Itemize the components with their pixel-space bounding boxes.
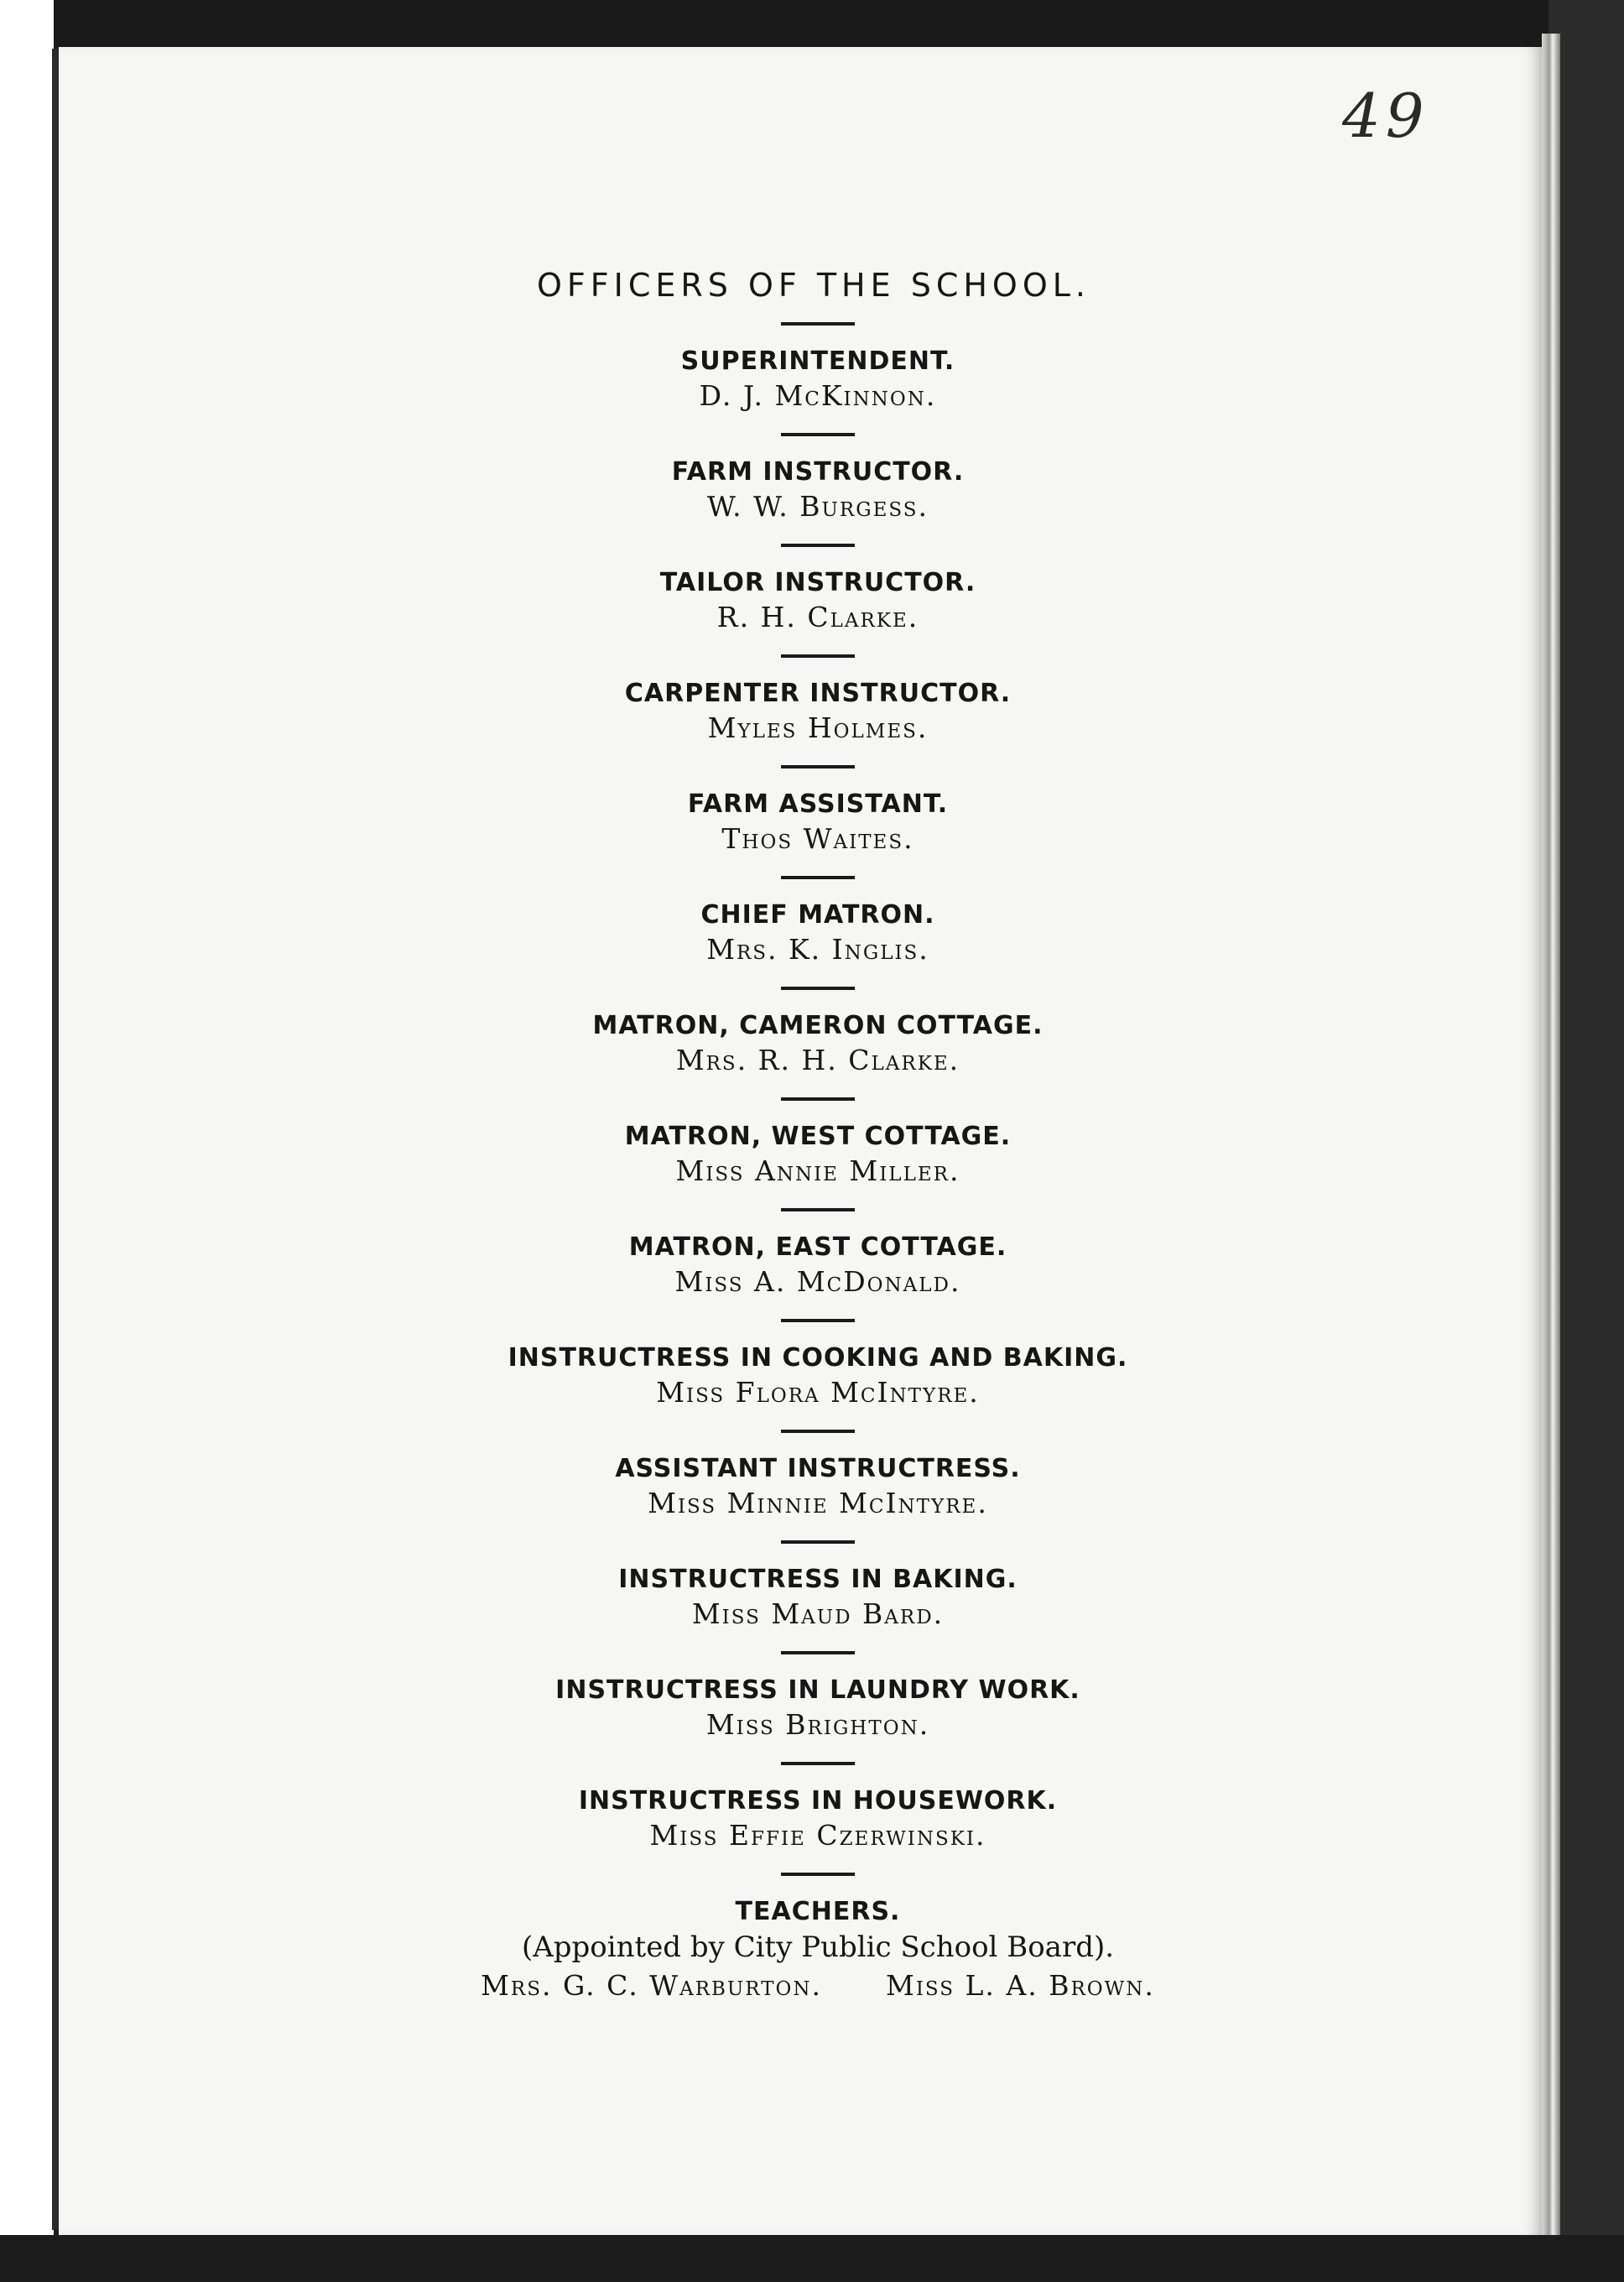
teachers-names bbox=[75, 1967, 1560, 2005]
divider-rule bbox=[781, 765, 855, 768]
divider-rule bbox=[781, 1873, 855, 1876]
officer-position: CHIEF MATRON. bbox=[700, 900, 935, 930]
officer-name: D. J. McKinnon. bbox=[699, 379, 937, 412]
teacher-name: Miss L. A. Brown. bbox=[886, 1969, 1155, 2002]
officer-position: INSTRUCTRESS IN BAKING. bbox=[618, 1565, 1018, 1594]
officer-entry bbox=[59, 1765, 1543, 1873]
page-edge-shadow bbox=[1542, 34, 1560, 2240]
officers-list bbox=[59, 267, 1543, 2024]
officer-name: Miss Effie Czerwinski. bbox=[649, 1819, 986, 1852]
officer-name: Miss Flora McIntyre. bbox=[656, 1376, 980, 1409]
officer-entry bbox=[59, 1544, 1543, 1651]
officer-position: FARM ASSISTANT. bbox=[687, 789, 949, 819]
divider-rule bbox=[781, 1430, 855, 1433]
officer-name: Miss A. McDonald. bbox=[674, 1265, 961, 1298]
officer-position: INSTRUCTRESS IN HOUSEWORK. bbox=[578, 1786, 1058, 1816]
officer-entry bbox=[59, 1101, 1543, 1208]
officer-entry bbox=[59, 658, 1543, 765]
officer-entry bbox=[59, 547, 1543, 654]
officer-position: MATRON, EAST COTTAGE. bbox=[628, 1232, 1007, 1262]
officer-entry bbox=[59, 879, 1543, 987]
divider-rule bbox=[781, 1319, 855, 1322]
officer-name: Miss Minnie McIntyre. bbox=[648, 1487, 988, 1519]
officer-position: FARM INSTRUCTOR. bbox=[671, 457, 965, 487]
officer-position: MATRON, CAMERON COTTAGE. bbox=[592, 1011, 1044, 1040]
officer-name: Thos Waites. bbox=[721, 822, 914, 855]
scan-top-border bbox=[0, 0, 1624, 47]
divider-rule bbox=[781, 654, 855, 658]
scan-bottom-border bbox=[0, 2235, 1624, 2282]
teachers-heading: TEACHERS. bbox=[735, 1897, 901, 1926]
officer-name: Mrs. K. Inglis. bbox=[706, 933, 929, 966]
page-title: OFFICERS OF THE SCHOOL. bbox=[537, 267, 1090, 304]
officer-position: MATRON, WEST COTTAGE. bbox=[624, 1122, 1012, 1151]
officer-position: INSTRUCTRESS IN COOKING AND BAKING. bbox=[508, 1343, 1128, 1373]
teacher-name: Mrs. G. C. Warburton. bbox=[481, 1969, 823, 2002]
officer-entry bbox=[59, 1433, 1543, 1540]
scan-left-margin bbox=[0, 0, 54, 2282]
officer-position: SUPERINTENDENT. bbox=[680, 346, 955, 376]
divider-rule bbox=[781, 1651, 855, 1654]
divider-rule bbox=[781, 1762, 855, 1765]
officer-entry bbox=[59, 1322, 1543, 1430]
divider-rule bbox=[781, 544, 855, 547]
divider-rule bbox=[781, 1208, 855, 1211]
divider-rule bbox=[781, 322, 855, 326]
officer-entry bbox=[59, 1654, 1543, 1762]
binding-edge bbox=[52, 49, 59, 2230]
officer-name: Miss Maud Bard. bbox=[691, 1597, 945, 1630]
officer-entry bbox=[59, 768, 1543, 876]
officer-position: ASSISTANT INSTRUCTRESS. bbox=[615, 1454, 1021, 1483]
divider-rule bbox=[781, 987, 855, 990]
officer-name: W. W. Burgess. bbox=[707, 490, 929, 523]
officer-entry bbox=[59, 1211, 1543, 1319]
divider-rule bbox=[781, 876, 855, 879]
officer-position: CARPENTER INSTRUCTOR. bbox=[624, 679, 1012, 708]
officer-name: Miss Annie Miller. bbox=[675, 1154, 960, 1187]
document-page bbox=[59, 47, 1543, 2235]
officer-name: Myles Holmes. bbox=[707, 711, 929, 744]
officer-name: Miss Brighton. bbox=[705, 1708, 930, 1741]
handwritten-page-number: 49 bbox=[1342, 81, 1429, 151]
divider-rule bbox=[781, 1540, 855, 1544]
officer-entry bbox=[59, 436, 1543, 544]
teachers-appointment-note: (Appointed by City Public School Board). bbox=[521, 1930, 1115, 1964]
officer-name: R. H. Clarke. bbox=[716, 601, 919, 633]
divider-rule bbox=[781, 1097, 855, 1101]
teachers-entry bbox=[59, 1876, 1543, 2024]
officer-position: INSTRUCTRESS IN LAUNDRY WORK. bbox=[555, 1675, 1080, 1705]
officer-name: Mrs. R. H. Clarke. bbox=[675, 1044, 960, 1076]
officer-entry bbox=[59, 326, 1543, 433]
officer-entry bbox=[59, 990, 1543, 1097]
officer-position: TAILOR INSTRUCTOR. bbox=[659, 568, 976, 597]
divider-rule bbox=[781, 433, 855, 436]
